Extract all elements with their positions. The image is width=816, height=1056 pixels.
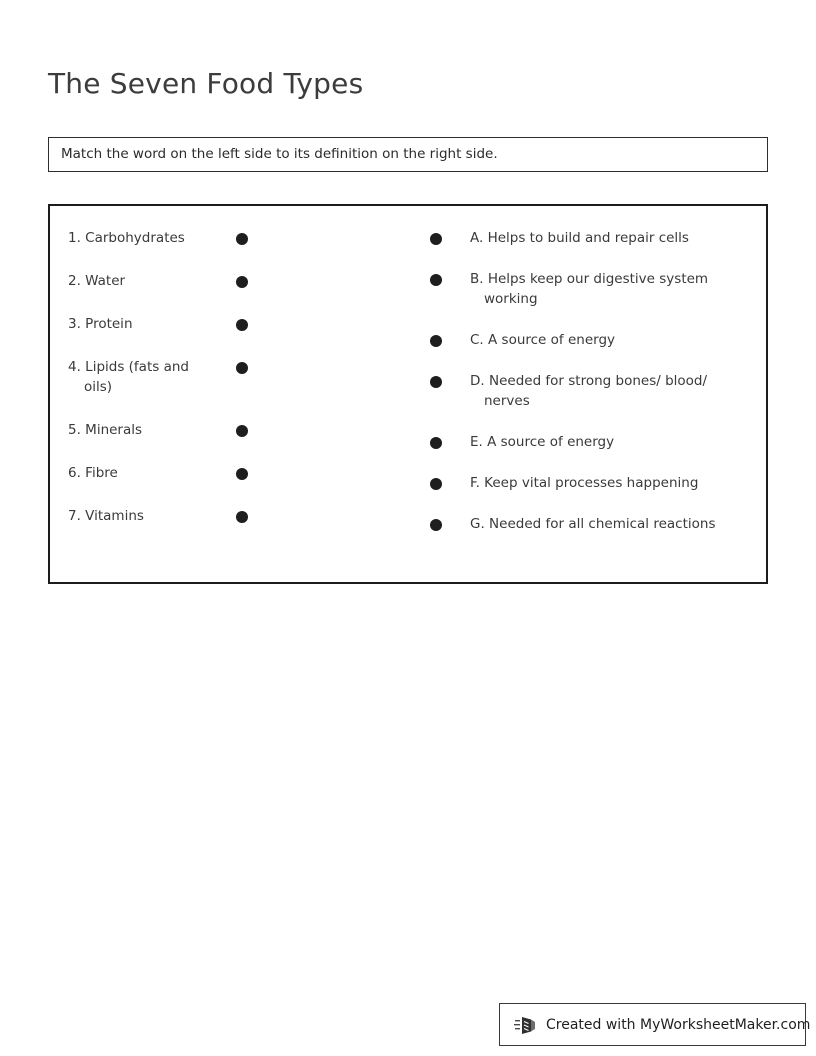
- page-title: The Seven Food Types: [48, 66, 364, 100]
- footer-badge[interactable]: [499, 1003, 811, 1046]
- match-term-label: 7. Vitamins: [68, 507, 144, 524]
- match-connector-dot[interactable]: [236, 233, 248, 245]
- match-term-label: 5. Minerals: [68, 421, 143, 438]
- match-term-label: 2. Water: [68, 272, 126, 289]
- match-term-label: 3. Protein: [68, 315, 133, 332]
- match-row[interactable]: [68, 228, 316, 249]
- match-connector-dot[interactable]: [236, 276, 248, 288]
- match-row[interactable]: [68, 463, 316, 484]
- match-connector-dot[interactable]: [430, 233, 442, 245]
- match-label-continuation: oils): [84, 378, 113, 395]
- match-row[interactable]: [430, 330, 748, 351]
- match-row[interactable]: [430, 514, 748, 535]
- match-connector-dot[interactable]: [236, 362, 248, 374]
- match-connector-dot[interactable]: [236, 468, 248, 480]
- instruction-box: [48, 137, 768, 172]
- match-row[interactable]: [430, 228, 748, 249]
- left-column: [68, 228, 316, 549]
- match-row[interactable]: [68, 271, 316, 292]
- match-connector-dot[interactable]: [430, 437, 442, 449]
- match-definition-label: F. Keep vital processes happening: [470, 474, 699, 491]
- match-row[interactable]: [430, 269, 748, 310]
- matching-exercise-panel: [48, 204, 768, 584]
- match-connector-dot[interactable]: [430, 376, 442, 388]
- match-definition-label: G. Needed for all chemical reactions: [470, 515, 716, 532]
- match-definition-label: C. A source of energy: [470, 331, 615, 348]
- match-definition-label: E. A source of energy: [470, 433, 615, 450]
- match-term-label: 6. Fibre: [68, 464, 118, 481]
- match-connector-dot[interactable]: [236, 319, 248, 331]
- match-connector-dot[interactable]: [430, 519, 442, 531]
- match-term-label: 1. Carbohydrates: [68, 230, 185, 246]
- match-connector-dot[interactable]: [236, 425, 248, 437]
- match-row[interactable]: [68, 506, 316, 527]
- match-row[interactable]: [430, 371, 748, 412]
- match-term-label: 4. Lipids (fats and oils): [68, 357, 233, 398]
- match-label-continuation: nerves: [484, 392, 530, 409]
- match-connector-dot[interactable]: [236, 511, 248, 523]
- match-connector-dot[interactable]: [430, 335, 442, 347]
- instruction-text: Match the word on the left side to its definition on the right side.: [61, 145, 498, 162]
- match-label-continuation: working: [484, 290, 538, 307]
- right-column: [430, 228, 748, 555]
- match-row[interactable]: [430, 473, 748, 494]
- match-row[interactable]: [68, 420, 316, 441]
- myworksheetmaker-logo-icon: [514, 1013, 538, 1037]
- match-definition-label: D. Needed for strong bones/ blood/ nerves: [470, 371, 732, 412]
- match-row[interactable]: [68, 314, 316, 335]
- match-definition-label: B. Helps keep our digestive system working: [470, 269, 732, 310]
- match-definition-label: A. Helps to build and repair cells: [470, 230, 689, 246]
- match-row[interactable]: [68, 357, 316, 398]
- match-row[interactable]: [430, 432, 748, 453]
- match-connector-dot[interactable]: [430, 478, 442, 490]
- match-connector-dot[interactable]: [430, 274, 442, 286]
- footer-text: Created with MyWorksheetMaker.com: [546, 1016, 811, 1033]
